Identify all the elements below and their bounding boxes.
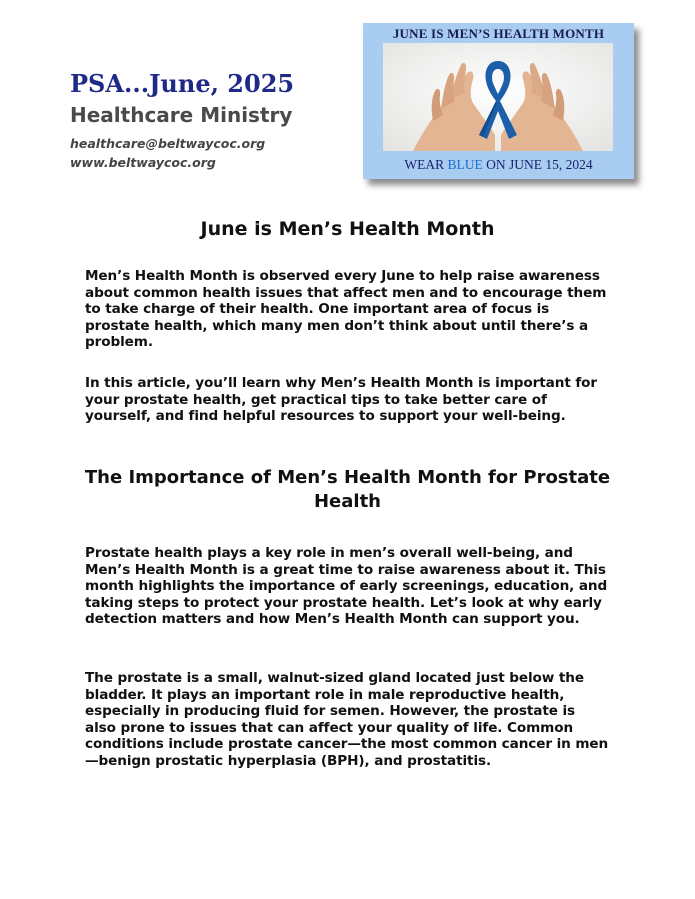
psa-title: PSA...June, 2025	[70, 69, 295, 98]
section-subheading: The Importance of Men’s Health Month for Prostate Health	[84, 467, 611, 512]
article-heading: June is Men’s Health Month	[200, 218, 495, 240]
contact-website[interactable]: www.beltwaycoc.org	[70, 155, 216, 170]
section-paragraph-1: Prostate health plays a key role in men’s overall well-being, and Men’s Health Month is a great time to raise awareness about it. This month highlights the importance of early screenings, education, and taking steps to protect your prostate health. Let’s look at why early detection matters and how Men’s Health Month can support you.	[85, 545, 608, 628]
blue-ribbon-icon	[383, 43, 613, 151]
banner-wear-blue	[363, 157, 634, 173]
banner-wear-suffix: ON JUNE 15, 2024	[482, 157, 593, 172]
section-paragraph-2: The prostate is a small, walnut-sized gland located just below the bladder. It plays an important role in male reproductive health, especially in producing fluid for semen. However, the prostate is also prone to issues that can affect your quality of life. Common conditions include prostate cancer—the most common cancer in men—benign prostatic hyperplasia (BPH), and prostatitis.	[85, 670, 609, 769]
contact-email[interactable]: healthcare@beltwaycoc.org	[70, 136, 266, 151]
intro-paragraph-2: In this article, you’ll learn why Men’s Health Month is important for your prostate health, get practical tips to take better care of yourself, and find helpful resources to support your well-being.	[85, 375, 598, 425]
ministry-name: Healthcare Ministry	[70, 103, 293, 127]
banner-blue-word: BLUE	[447, 157, 483, 172]
mens-health-banner	[363, 23, 634, 179]
header	[70, 70, 294, 172]
banner-title: JUNE IS MEN’S HEALTH MONTH	[392, 26, 605, 41]
banner-wear-prefix: WEAR	[404, 157, 448, 172]
intro-paragraph-1: Men’s Health Month is observed every June to help raise awareness about common health issues that affect men and to encourage them to take charge of their health. One important area of focus is prostate health, which many men don’t think about until there’s a problem.	[85, 268, 607, 351]
hands-ribbon-image	[383, 43, 613, 151]
